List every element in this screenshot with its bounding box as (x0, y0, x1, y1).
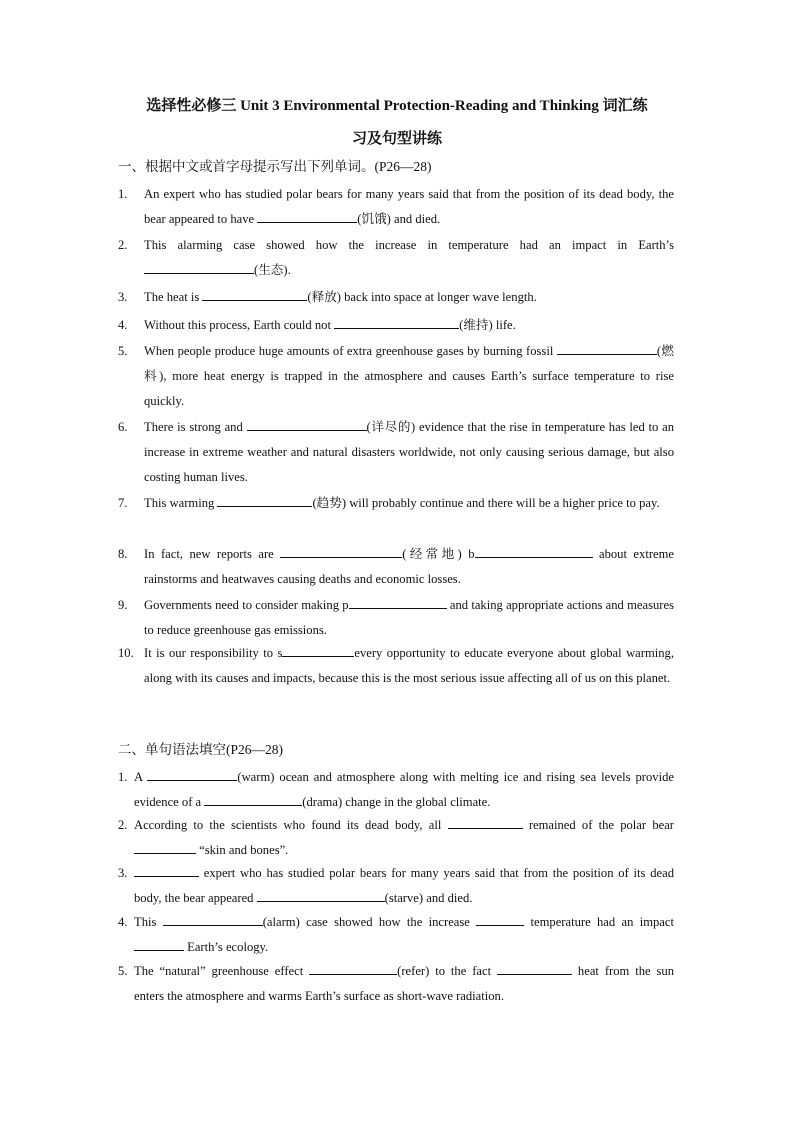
answer-blank[interactable] (257, 888, 385, 902)
item-number: 1. (118, 187, 128, 201)
s2-item-2: 2. According to the scientists who found its dead body, all remained of the polar bear “skin and bones”. (118, 813, 674, 863)
answer-blank[interactable] (475, 544, 593, 558)
item-number: 1. (118, 770, 128, 784)
answer-blank[interactable] (476, 912, 524, 926)
answer-blank[interactable] (202, 287, 307, 301)
answer-blank[interactable] (497, 961, 572, 975)
s1-item-5: 5. When people produce huge amounts of extra greenhouse gases by burning fossil (燃料), more heat energy is trapped in the atmosphere and causes Earth’s surface temperature to rise quickly. (118, 339, 674, 414)
item-number: 6. (118, 420, 128, 434)
item-number: 3. (118, 290, 128, 304)
s2-item-1: 1. A (warm) ocean and atmosphere along with melting ice and rising sea levels provide evidence of a (drama) change in the global climate. (118, 765, 674, 815)
answer-blank[interactable] (204, 792, 302, 806)
s1-item-7: 7. This warming (趋势) will probably continue and there will be a higher price to pay. (118, 491, 674, 516)
answer-blank[interactable] (282, 643, 354, 657)
answer-blank[interactable] (217, 493, 312, 507)
s2-item-5: 5. The “natural” greenhouse effect (refer) to the fact heat from the sun enters the atmosphere and warms Earth’s surface as short-wave radiation. (118, 959, 674, 1009)
answer-blank[interactable] (349, 595, 447, 609)
item-number: 7. (118, 496, 128, 510)
item-number: 10. (118, 646, 134, 660)
item-number: 2. (118, 818, 128, 832)
answer-blank[interactable] (134, 937, 184, 951)
page-title-line-1: 选择性必修三 Unit 3 Environmental Protection-Reading and Thinking 词汇练 (146, 98, 648, 114)
item-number: 4. (118, 915, 128, 929)
answer-blank[interactable] (280, 544, 402, 558)
answer-blank[interactable] (247, 417, 367, 431)
page-title-line-2: 习及句型讲练 (351, 131, 442, 147)
item-number: 8. (118, 547, 128, 561)
s2-item-4: 4. This (alarm) case showed how the increase temperature had an impact Earth’s ecology. (118, 910, 674, 960)
item-number: 9. (118, 598, 128, 612)
s1-item-8: 8. In fact, new reports are (经常地) b about extreme rainstorms and heatwaves causing deaths and economic losses. (118, 542, 674, 592)
answer-blank[interactable] (134, 863, 199, 877)
answer-blank[interactable] (144, 260, 254, 274)
answer-blank[interactable] (334, 315, 459, 329)
answer-blank[interactable] (134, 840, 196, 854)
section-2-heading: 二、单句语法填空(P26—28) (118, 742, 283, 757)
answer-blank[interactable] (448, 815, 523, 829)
s1-item-9: 9. Governments need to consider making p and taking appropriate actions and measures to reduce greenhouse gas emissions. (118, 593, 674, 643)
answer-blank[interactable] (163, 912, 263, 926)
answer-blank[interactable] (257, 209, 357, 223)
s1-item-4: 4. Without this process, Earth could not (维持) life. (118, 313, 674, 338)
item-number: 3. (118, 866, 128, 880)
item-number: 5. (118, 964, 128, 978)
answer-blank[interactable] (557, 341, 657, 355)
answer-blank[interactable] (309, 961, 397, 975)
section-1-heading: 一、根据中文或首字母提示写出下列单词。(P26—28) (118, 159, 432, 174)
answer-blank[interactable] (147, 767, 237, 781)
s2-item-3: 3. expert who has studied polar bears for many years said that from the position of its dead body, the bear appeared (starve) and died. (118, 861, 674, 911)
s1-item-3: 3. The heat is (释放) back into space at longer wave length. (118, 285, 674, 310)
item-number: 5. (118, 344, 128, 358)
s1-item-1: 1. An expert who has studied polar bears for many years said that from the position of its dead body, the bear appeared to have (饥饿) and died. (118, 182, 674, 232)
item-number: 2. (118, 238, 128, 252)
item-number: 4. (118, 318, 128, 332)
s1-item-10: 10. It is our responsibility to s every opportunity to educate everyone about global warming, along with its causes and impacts, because this is the most serious issue affecting all of us on this planet. (118, 641, 674, 691)
s1-item-6: 6. There is strong and (详尽的) evidence that the rise in temperature has led to an increase in extreme weather and natural disasters worldwide, not only causing serious damage, but also costing human lives. (118, 415, 674, 490)
s1-item-2: 2. This alarming case showed how the increase in temperature had an impact in Earth’s (生态). (118, 233, 674, 283)
